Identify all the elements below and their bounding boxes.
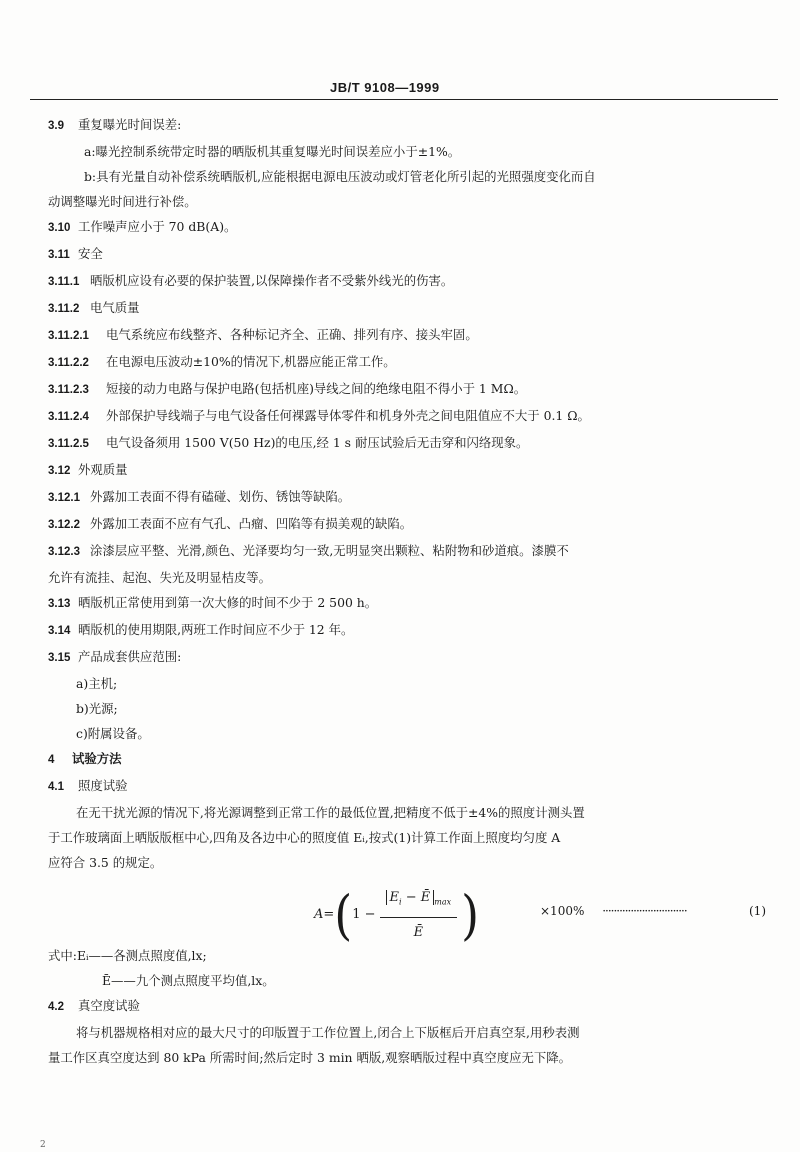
formula-fraction: $\frac{E_i - Ē _{max}}{Ē}$ xyxy=(380,885,458,945)
clause-3-10: 3.10 工作噪声应小于 70 dB(A)。 xyxy=(48,219,237,234)
section-4-heading: 4 试验方法 xyxy=(48,751,122,766)
clause-3-11-2-2: 3.11.2.2 在电源电压波动±10%的情况下,机器应能正常工作。 xyxy=(48,354,396,369)
clause-3-13: 3.13 晒版机正常使用到第一次大修的时间不少于 2 500 h。 xyxy=(48,595,378,610)
clause-3-12-1: 3.12.1 外露加工表面不得有磕碰、划伤、锈蚀等缺陷。 xyxy=(48,489,351,504)
clause-4-2-para-2: 量工作区真空度达到 80 kPa 所需时间;然后定时 3 min 晒版,观察晒版过程中真空度应无下降。 xyxy=(48,1050,572,1065)
clause-3-11: 3.11 安全 xyxy=(48,246,103,261)
clause-4-1-para-1: 在无干扰光源的情况下,将光源调整到正常工作的最低位置,把精度不低于±4%的照度计测头置 xyxy=(76,805,585,820)
formula-1: A= ( 1 − $\frac{E_i - Ē _{max}}{Ē}$ ) ×100% ······························ (1) xyxy=(314,883,766,946)
list-item-c: c)附属设备。 xyxy=(76,726,150,741)
clause-3-9: 3.9 重复曝光时间误差: xyxy=(48,117,182,132)
clause-4-1: 4.1 照度试验 xyxy=(48,778,128,793)
header-rule xyxy=(30,99,778,100)
clause-3-12-2: 3.12.2 外露加工表面不应有气孔、凸瘤、凹陷等有损美观的缺陷。 xyxy=(48,516,413,531)
formula-expression: A= ( 1 − $\frac{E_i - Ē _{max}}{Ē}$ ) xyxy=(314,883,480,946)
clause-3-11-2-5: 3.11.2.5 电气设备须用 1500 V(50 Hz)的电压,经 1 s 耐压试验后无击穿和闪络现象。 xyxy=(48,435,529,450)
clause-3-9-b: b:具有光量自动补偿系统晒版机,应能根据电源电压波动或灯管老化所引起的光照强度变化而自 xyxy=(84,169,596,184)
page-header xyxy=(0,68,800,98)
clause-3-12-3: 3.12.3 涂漆层应平整、光滑,颜色、光泽要均匀一致,无明显突出颗粒、粘附物和砂道痕。漆膜不 xyxy=(48,543,569,558)
clause-4-1-para-2: 于工作玻璃面上晒版版框中心,四角及各边中心的照度值 Eᵢ,按式(1)计算工作面上照度均匀度 A xyxy=(48,830,561,845)
clause-4-1-para-3: 应符合 3.5 的规定。 xyxy=(48,855,163,870)
clause-3-9-b-cont: 动调整曝光时间进行补偿。 xyxy=(48,194,197,209)
page-number: 2 xyxy=(40,1140,46,1150)
clause-3-9-a: a:曝光控制系统带定时器的晒版机其重复曝光时间误差应小于±1%。 xyxy=(84,144,461,159)
standard-code: JB/T 9108—1999 xyxy=(330,80,440,95)
formula-number: (1) xyxy=(749,904,766,918)
clause-3-12: 3.12 外观质量 xyxy=(48,462,128,477)
where-line-1: 式中:Eᵢ——各测点照度值,lx; xyxy=(48,948,207,963)
clause-3-11-2-3: 3.11.2.3 短接的动力电路与保护电路(包括机座)导线之间的绝缘电阻不得小于 1 MΩ。 xyxy=(48,381,527,396)
clause-3-11-2: 3.11.2 电气质量 xyxy=(48,300,140,315)
clause-3-11-2-4: 3.11.2.4 外部保护导线端子与电气设备任何裸露导体零件和机身外壳之间电阻值应不大于 0.1 Ω。 xyxy=(48,408,590,423)
list-item-a: a)主机; xyxy=(76,676,118,691)
clause-3-14: 3.14 晒版机的使用期限,两班工作时间应不少于 12 年。 xyxy=(48,622,354,637)
where-line-2: Ē——九个测点照度平均值,lx。 xyxy=(102,973,275,988)
clause-3-11-1: 3.11.1 晒版机应设有必要的保护装置,以保障操作者不受紫外线光的伤害。 xyxy=(48,273,454,288)
clause-4-2: 4.2 真空度试验 xyxy=(48,998,140,1013)
clause-3-12-3-cont: 允许有流挂、起泡、失光及明显桔皮等。 xyxy=(48,570,272,585)
clause-4-2-para-1: 将与机器规格相对应的最大尺寸的印版置于工作位置上,闭合上下版框后开启真空泵,用秒表测 xyxy=(76,1025,580,1040)
list-item-b: b)光源; xyxy=(76,701,118,716)
clause-3-11-2-1: 3.11.2.1 电气系统应布线整齐、各种标记齐全、正确、排列有序、接头牢固。 xyxy=(48,327,478,342)
document-body xyxy=(48,112,776,1070)
clause-3-15: 3.15 产品成套供应范围: xyxy=(48,649,182,664)
